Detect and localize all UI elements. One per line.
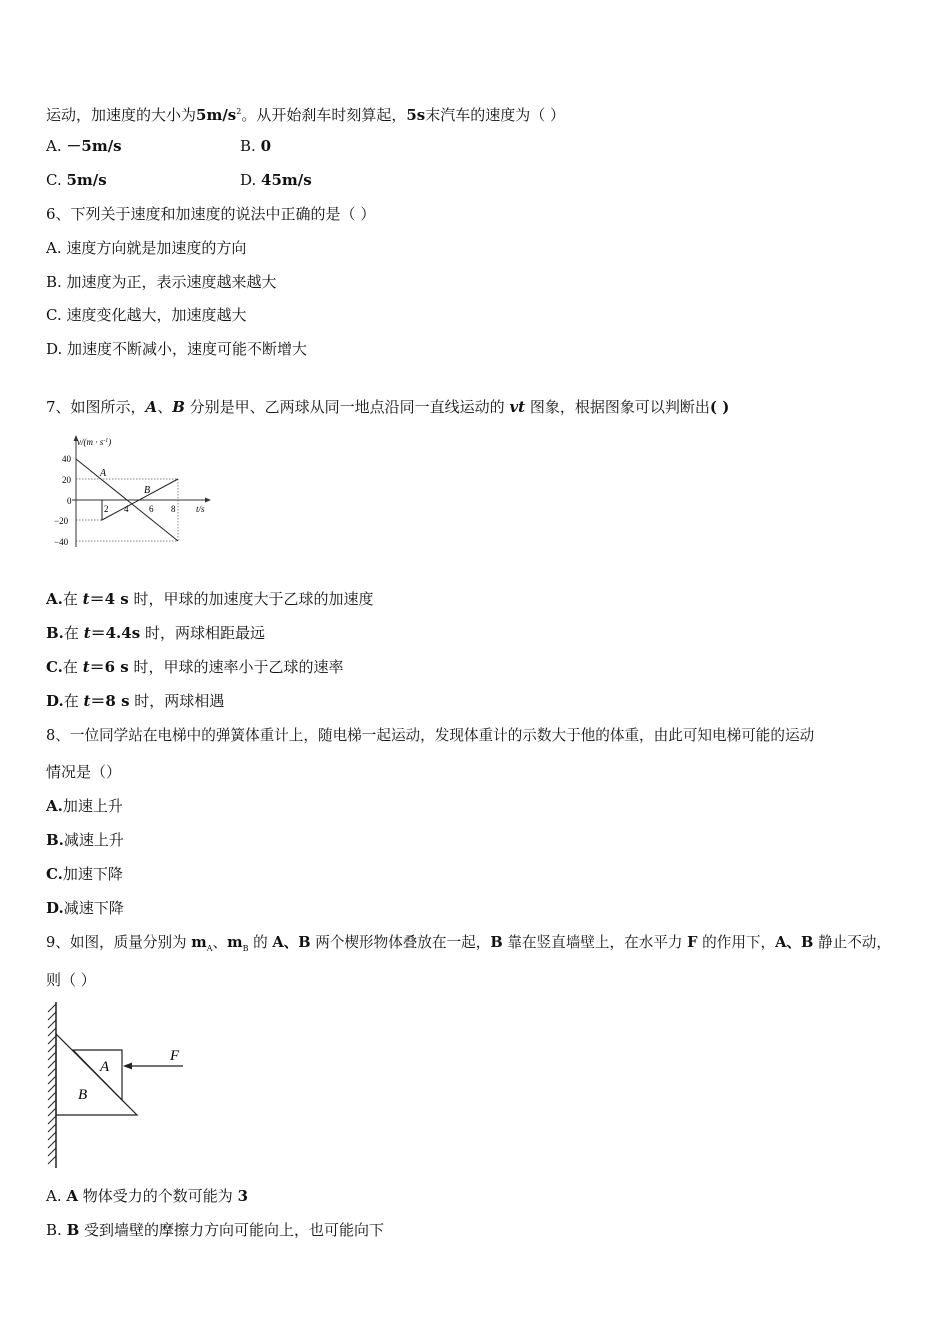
q8-stem-line2: 情况是（）	[46, 763, 122, 781]
x-tick-8: 8	[171, 504, 176, 514]
q7-option-b: B.在 t＝4.4s 时，两球相距最远	[46, 624, 265, 642]
y-tick-0: 0	[67, 496, 72, 506]
line-a-label: A	[100, 468, 107, 479]
y-tick-neg20: −20	[54, 516, 69, 526]
q7-option-a: A.在 t＝4 s 时，甲球的加速度大于乙球的加速度	[46, 590, 374, 608]
q6-stem: 6、下列关于速度和加速度的说法中正确的是（ ）	[46, 205, 376, 223]
vt-graph	[50, 432, 220, 552]
q8-stem-line1: 8、一位同学站在电梯中的弹簧体重计上，随电梯一起运动，发现体重计的示数大于他的体重，由此可知电梯可能的运动	[46, 727, 815, 744]
q9-stem-line2: 则（ ）	[46, 971, 96, 989]
q7-stem: 7、如图所示，A、B 分别是甲、乙两球从同一地点沿同一直线运动的 vt 图象，根据图象可以判断出( )	[46, 398, 730, 416]
q9-stem-line1: 9、如图，质量分别为 $m_A$、$m_B$ 的 A、B 两个楔形物体叠放在一起，B 靠在竖直墙壁上，在水平力 F 的作用下，A、B 静止不动，	[46, 934, 891, 953]
q5-option-b: B. 0	[240, 137, 272, 155]
q5-option-c: C. 5m/s	[46, 171, 107, 189]
q8-option-c: C.加速下降	[46, 865, 123, 883]
wall-hatch	[48, 1004, 56, 1164]
q9-option-b: B. B 受到墙壁的摩擦力方向可能向上，也可能向下	[46, 1221, 385, 1239]
x-tick-2: 2	[104, 504, 109, 514]
y-tick-20: 20	[62, 475, 71, 485]
q5-option-a: A. －5m/s	[46, 137, 122, 155]
q7-option-c: C.在 t＝6 s 时，甲球的速率小于乙球的速率	[46, 658, 344, 676]
q5-stem: 运动，加速度的大小为$5m/s^2$。从开始刹车时刻算起，5s末汽车的速度为（ ）	[46, 106, 566, 124]
vt-x-label: t/s	[196, 504, 205, 514]
q5-option-d: D. 45m/s	[240, 171, 312, 189]
q8-option-d: D.减速下降	[46, 899, 124, 917]
wedge-figure	[40, 1000, 200, 1172]
q6-option-d: D. 加速度不断减小，速度可能不断增大	[46, 340, 308, 358]
label-a: A	[100, 1059, 110, 1075]
x-tick-4: 4	[124, 504, 129, 514]
q8-option-a: A.加速上升	[46, 797, 123, 815]
vt-y-label: $v/(m \cdot s^{-1})$	[77, 437, 112, 447]
line-b-label: B	[144, 485, 151, 496]
q7-option-d: D.在 t＝8 s 时，两球相遇	[46, 692, 225, 710]
y-tick-40: 40	[62, 454, 71, 464]
x-tick-6: 6	[149, 504, 154, 514]
label-f: F	[170, 1048, 180, 1064]
label-b: B	[78, 1087, 88, 1103]
q8-option-b: B.减速上升	[46, 831, 124, 849]
q9-option-a: A. A 物体受力的个数可能为 3	[46, 1187, 249, 1205]
q6-option-a: A. 速度方向就是加速度的方向	[46, 239, 247, 257]
y-tick-neg40: −40	[54, 537, 69, 547]
q6-option-b: B. 加速度为正，表示速度越来越大	[46, 273, 277, 291]
q6-option-c: C. 速度变化越大，加速度越大	[46, 306, 247, 324]
